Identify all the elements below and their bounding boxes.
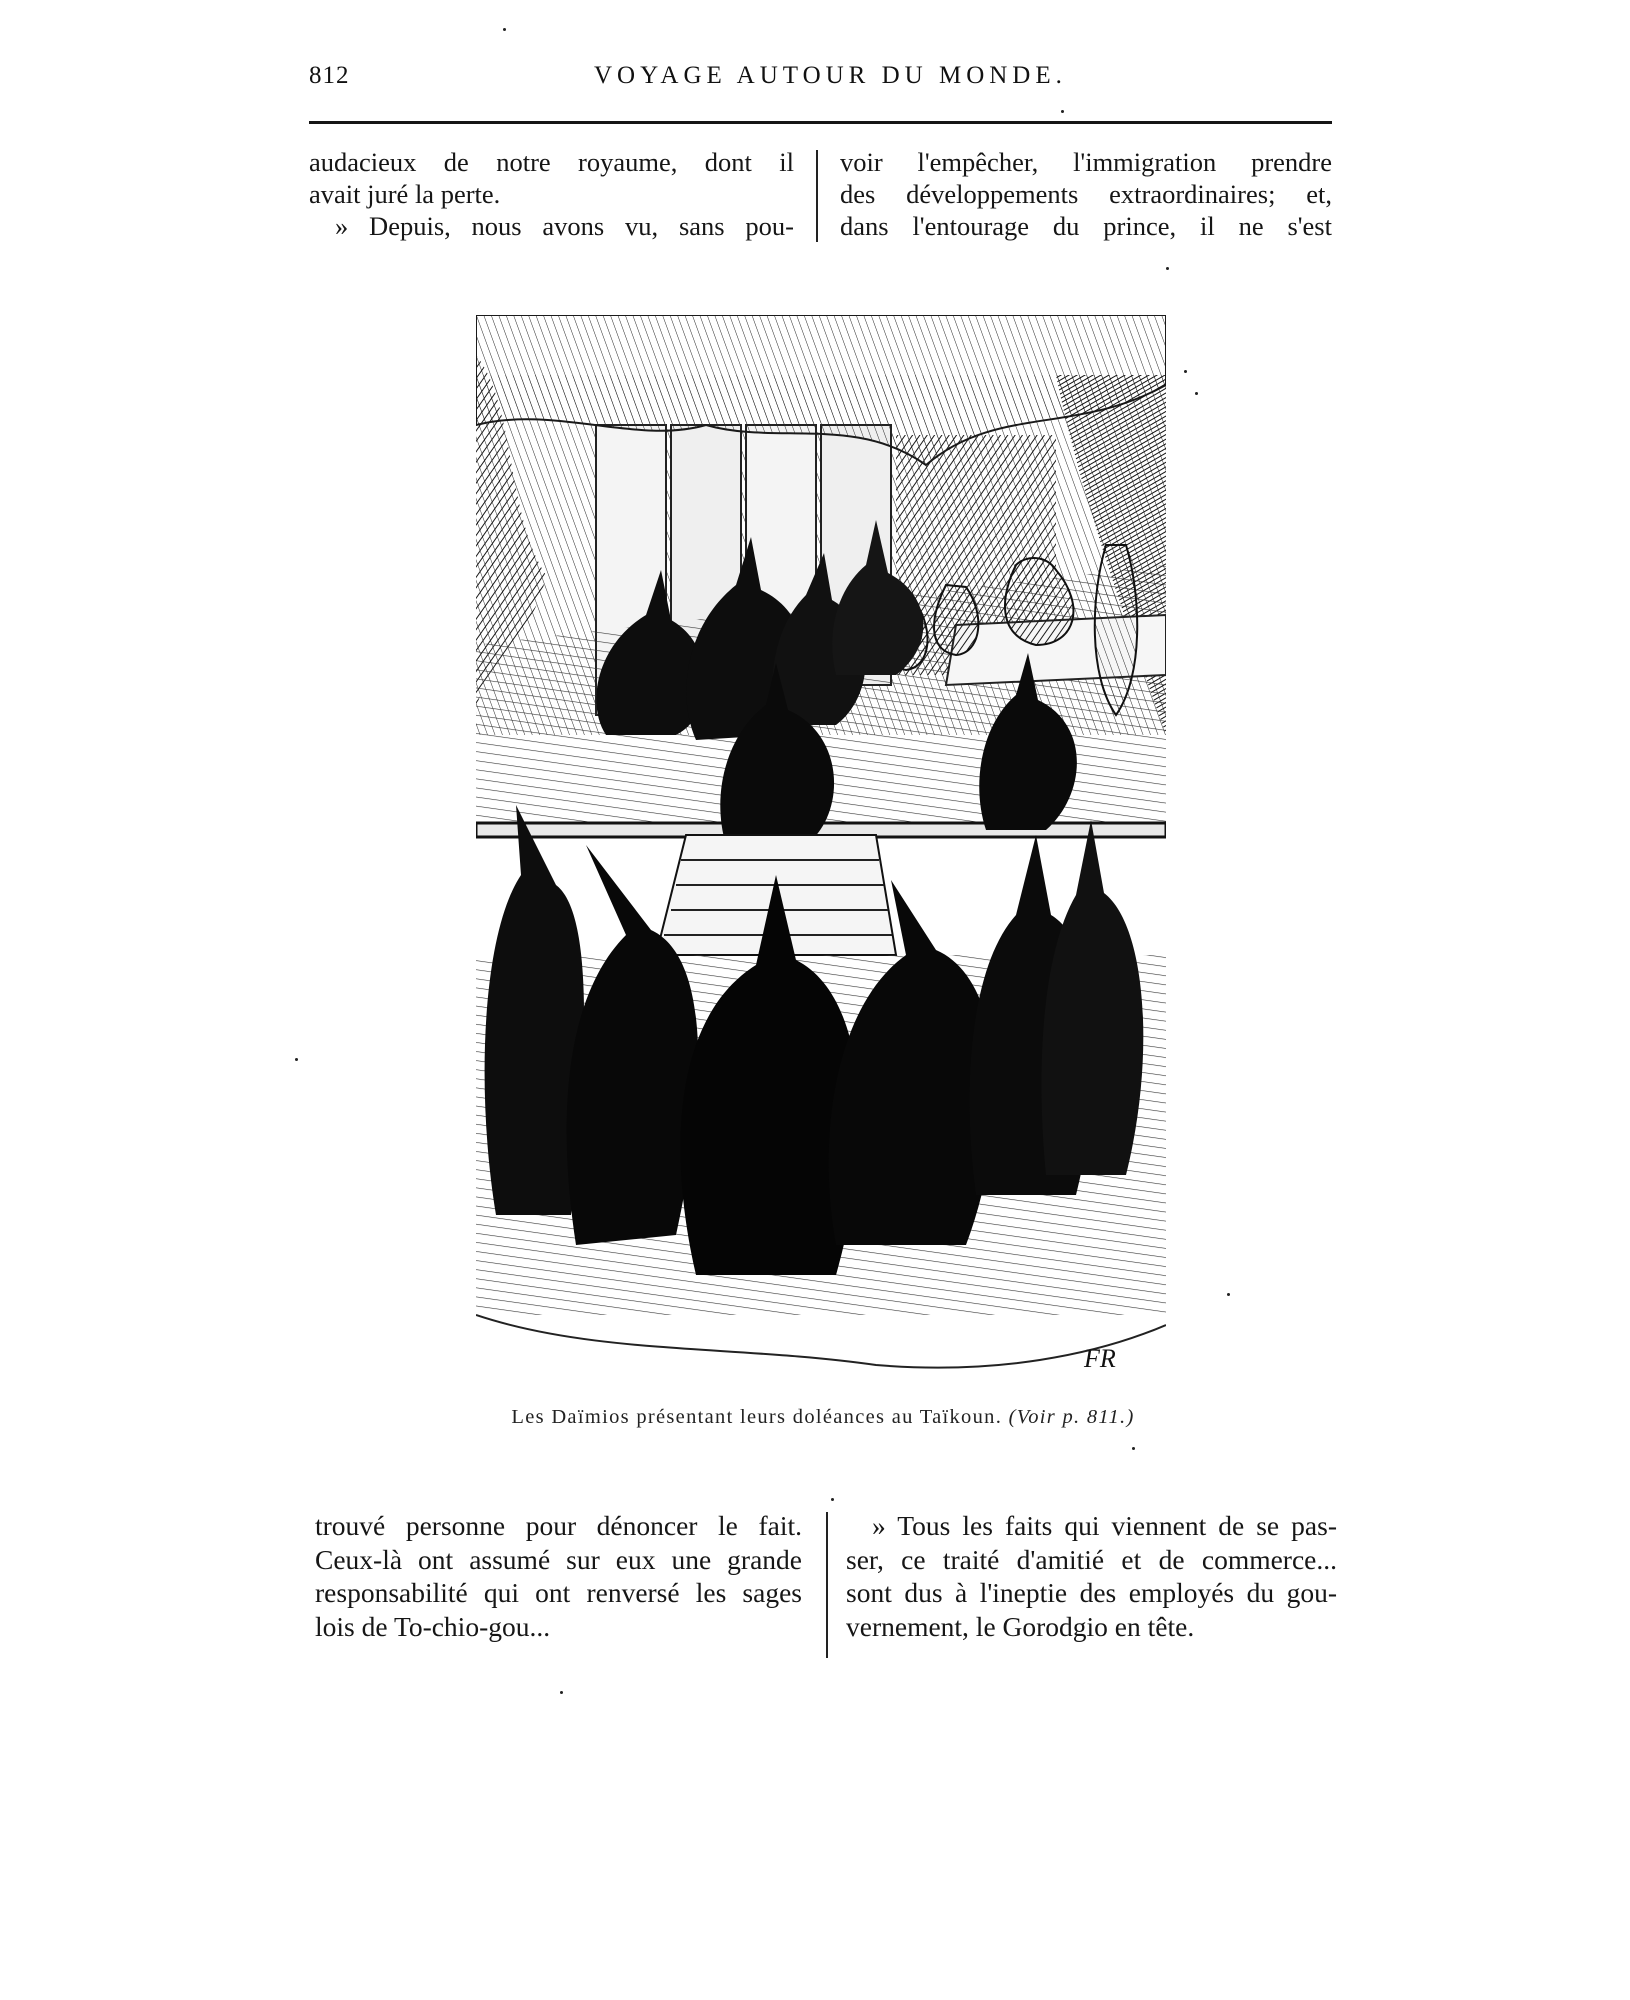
bottom-right-column bbox=[846, 1509, 1337, 1643]
column-divider bbox=[826, 1512, 828, 1658]
text-line: » Depuis, nous avons vu, sans pou- bbox=[335, 211, 794, 241]
print-speck bbox=[1132, 1447, 1135, 1450]
text-line: des développements extraordinaires; et, bbox=[840, 179, 1332, 209]
top-left-column bbox=[309, 146, 794, 242]
print-speck bbox=[1227, 1293, 1230, 1296]
text-line: ser, ce traité d'amitié et de commerce... bbox=[846, 1543, 1337, 1575]
engraving-svg bbox=[476, 315, 1166, 1393]
running-head bbox=[309, 62, 1333, 102]
book-title: VOYAGE AUTOUR DU MONDE. bbox=[594, 62, 1067, 89]
print-speck bbox=[1061, 110, 1064, 113]
text-line: responsabilité qui ont renversé les sages bbox=[315, 1577, 802, 1608]
header-rule bbox=[309, 121, 1332, 124]
daimio-figure bbox=[1041, 820, 1143, 1175]
print-speck bbox=[1166, 267, 1169, 270]
print-speck bbox=[560, 1691, 563, 1694]
print-speck bbox=[831, 1498, 834, 1501]
engraver-signature: FR bbox=[1084, 1344, 1116, 1373]
text-line: audacieux de notre royaume, dont il bbox=[309, 147, 794, 177]
text-line: lois de To-chio-gou... bbox=[315, 1610, 551, 1642]
caption-text: Les Daïmios présentant leurs doléances au Taïkoun. bbox=[511, 1406, 1003, 1428]
engraving-border bbox=[476, 1315, 1166, 1368]
text-line: voir l'empêcher, l'immigration prendre bbox=[840, 147, 1332, 177]
attendant-figure bbox=[934, 585, 978, 655]
text-line: Ceux-là ont assumé sur eux une grande bbox=[315, 1543, 802, 1575]
top-right-column bbox=[840, 146, 1332, 242]
print-speck bbox=[295, 1058, 298, 1061]
print-speck bbox=[1195, 392, 1198, 395]
bottom-left-column bbox=[315, 1509, 802, 1643]
engraving-illustration bbox=[476, 315, 1166, 1393]
text-line: » Tous les faits qui viennent de se pas- bbox=[872, 1510, 1337, 1541]
text-line: sont dus à l'ineptie des employés du gou- bbox=[846, 1577, 1337, 1608]
caption-page-reference: (Voir p. 811.) bbox=[1008, 1406, 1135, 1428]
text-line: avait juré la perte. bbox=[309, 179, 501, 209]
print-speck bbox=[1184, 370, 1187, 373]
column-divider bbox=[816, 150, 818, 242]
page-number: 812 bbox=[309, 62, 350, 89]
text-line: dans l'entourage du prince, il ne s'est bbox=[840, 211, 1332, 241]
figure-caption bbox=[463, 1406, 1183, 1429]
text-line: vernement, le Gorodgio en tête. bbox=[846, 1610, 1195, 1642]
text-line: trouvé personne pour dénoncer le fait. bbox=[315, 1510, 802, 1541]
print-speck bbox=[503, 28, 506, 31]
